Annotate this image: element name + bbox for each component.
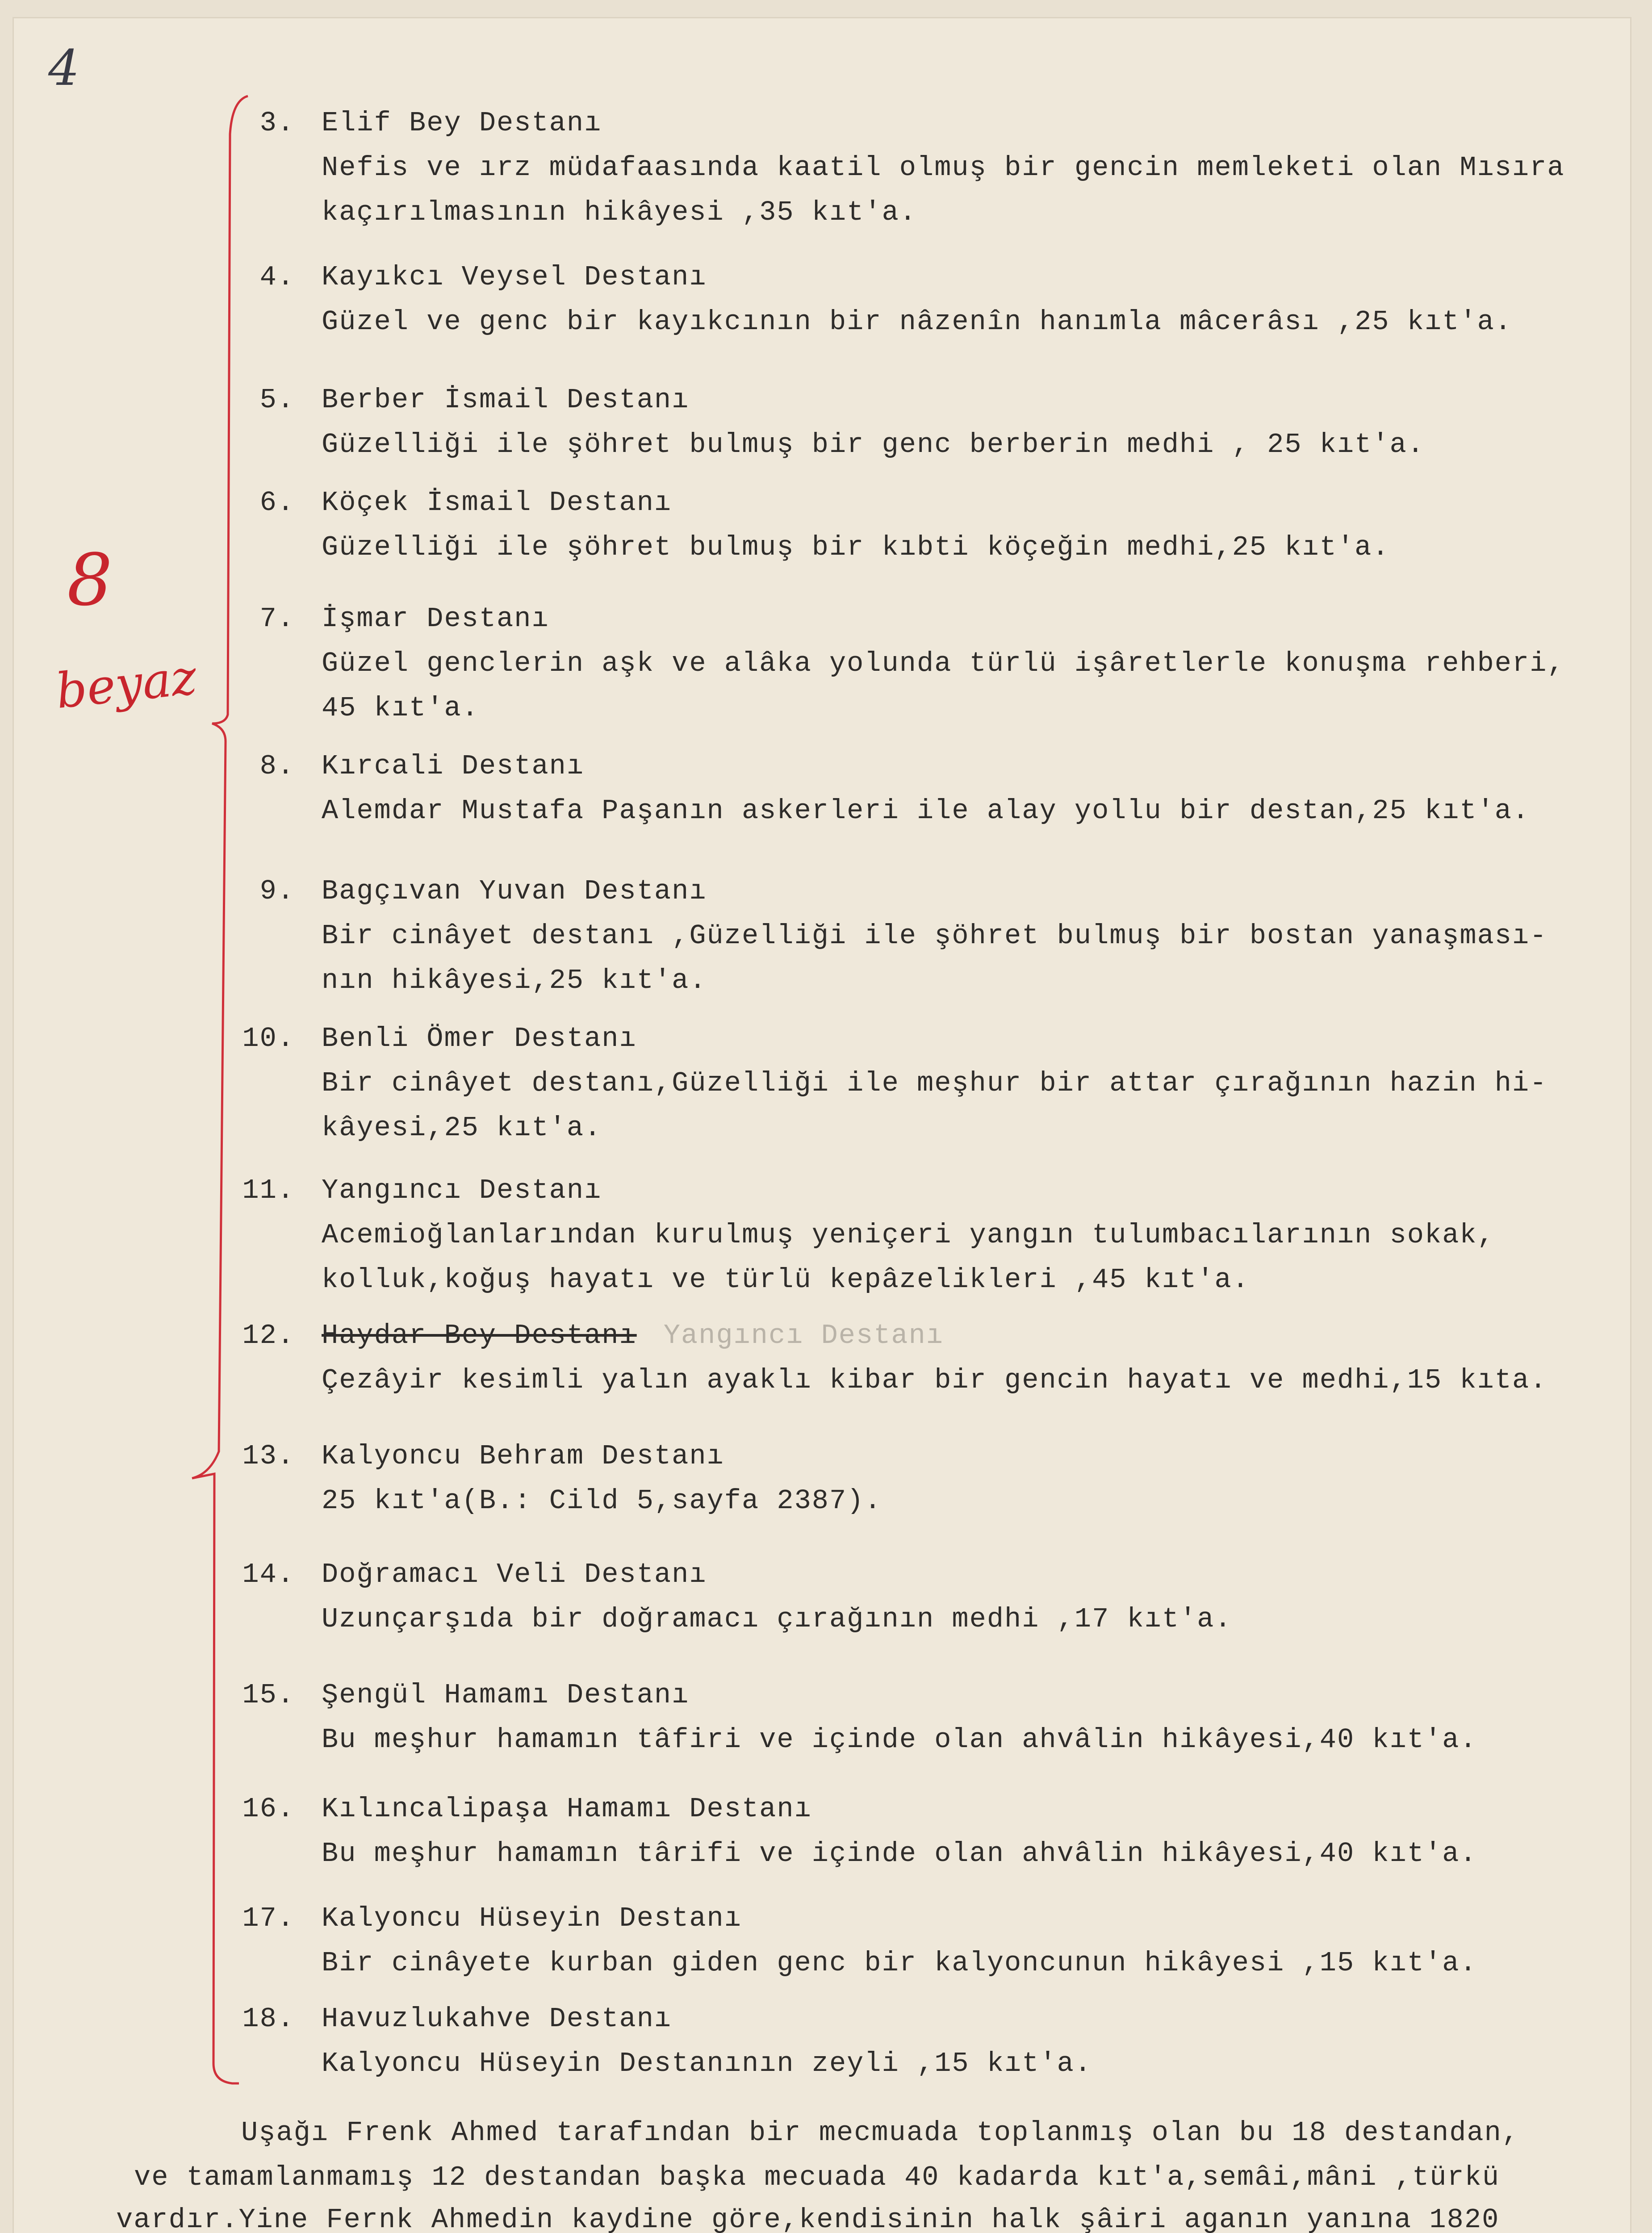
entry-number: 18. — [242, 2003, 295, 2035]
entry-title-text: Elif Bey Destanı — [322, 107, 602, 139]
entry-title-text: Kayıkcı Veysel Destanı — [322, 261, 707, 293]
entry-number: 8. — [259, 750, 295, 782]
entry-number: 6. — [259, 487, 295, 519]
entry-number: 9. — [259, 875, 295, 907]
entry-description-line: kâyesi,25 kıt'a. — [322, 1112, 602, 1144]
entry-description-line: Kalyoncu Hüseyin Destanının zeyli ,15 kıt'a. — [322, 2048, 1092, 2079]
entry-title-text: Yangıncı Destanı — [322, 1175, 602, 1206]
entry-number: 4. — [259, 261, 295, 293]
closing-paragraph-line: ve tamamlanmamış 12 destandan başka mecuada 40 kadarda kıt'a,semâi,mâni ,türkü — [134, 2162, 1500, 2193]
entry-number: 12. — [242, 1320, 295, 1351]
entry-description-line: nın hikâyesi,25 kıt'a. — [322, 965, 707, 996]
entry-number: 14. — [242, 1559, 295, 1590]
entry-title-text: Şengül Hamamı Destanı — [322, 1679, 690, 1711]
entry-title-text: Berber İsmail Destanı — [322, 384, 690, 416]
entry-title — [322, 1440, 724, 1472]
entry-title — [322, 487, 672, 519]
entry-title-text: Kılıncalipaşa Hamamı Destanı — [322, 1793, 812, 1825]
entry-title-text: Kırcali Destanı — [322, 750, 585, 782]
entry-number: 16. — [242, 1793, 295, 1825]
entry-title — [322, 1023, 637, 1054]
entry-description-line: Bu meşhur hamamın târifi ve içinde olan ahvâlin hikâyesi,40 kıt'a. — [322, 1838, 1477, 1869]
entry-description-line: 45 kıt'a. — [322, 692, 479, 724]
entry-title — [322, 1175, 602, 1206]
entry-description-line: kolluk,koğuş hayatı ve türlü kepâzelikleri ,45 kıt'a. — [322, 1264, 1250, 1296]
entry-description-line: kaçırılmasının hikâyesi ,35 kıt'a. — [322, 197, 917, 228]
entry-title — [322, 261, 707, 293]
entry-title — [322, 2003, 672, 2035]
margin-note-number: 8 — [67, 538, 113, 622]
entry-number: 11. — [242, 1175, 295, 1206]
entry-description-line: 25 kıt'a(B.: Cild 5,sayfa 2387). — [322, 1485, 882, 1517]
entry-title — [322, 1320, 944, 1351]
entry-title-text: İşmar Destanı — [322, 603, 549, 635]
entry-title — [322, 1793, 812, 1825]
entry-title-text: Havuzlukahve Destanı — [322, 2003, 672, 2035]
entry-title-text: Benli Ömer Destanı — [322, 1023, 637, 1054]
entry-description-line: Bir cinâyet destanı,Güzelliği ile meşhur bir attar çırağının hazin hi- — [322, 1067, 1547, 1099]
entry-number: 13. — [242, 1440, 295, 1472]
entry-number: 17. — [242, 1903, 295, 1934]
entry-number: 10. — [242, 1023, 295, 1054]
entry-title — [322, 1903, 742, 1934]
entry-title-text: Kalyoncu Behram Destanı — [322, 1440, 724, 1472]
entry-title — [322, 107, 602, 139]
entry-number: 7. — [259, 603, 295, 635]
entry-title-text: Haydar Bey Destanı — [322, 1320, 637, 1351]
entry-title — [322, 603, 549, 635]
entry-title — [322, 384, 689, 416]
entry-title — [322, 1679, 689, 1711]
closing-paragraph-line: vardır.Yine Fernk Ahmedin kaydine göre,kendisinin halk şâiri aganın yanına 1820 — [116, 2204, 1500, 2233]
entry-description-line: Alemdar Mustafa Paşanın askerleri ile alay yollu bir destan,25 kıt'a. — [322, 795, 1530, 827]
entry-number: 15. — [242, 1679, 295, 1711]
entry-description-line: Güzel ve genc bir kayıkcının bir nâzenîn hanımla mâcerâsı ,25 kıt'a. — [322, 306, 1513, 338]
margin-note-word: beyaz — [53, 649, 200, 720]
entry-title — [322, 1559, 707, 1590]
entry-number: 3. — [259, 107, 295, 139]
entry-description-line: Güzel genclerin aşk ve alâka yolunda türlü işâretlerle konuşma rehberi, — [322, 648, 1565, 679]
entry-title-text: Doğramacı Veli Destanı — [322, 1559, 707, 1590]
entry-title-faded: Yangıncı Destanı — [663, 1320, 944, 1351]
entry-description-line: Uzunçarşıda bir doğramacı çırağının medhi ,17 kıt'a. — [322, 1603, 1232, 1635]
entry-description-line: Güzelliği ile şöhret bulmuş bir genc berberin medhi , 25 kıt'a. — [322, 429, 1425, 460]
entry-description-line: Bir cinâyet destanı ,Güzelliği ile şöhret bulmuş bir bostan yanaşması- — [322, 920, 1547, 952]
entry-title-text: Köçek İsmail Destanı — [322, 487, 672, 519]
entry-title — [322, 875, 707, 907]
entry-description-line: Bir cinâyete kurban giden genc bir kalyoncunun hikâyesi ,15 kıt'a. — [322, 1947, 1477, 1979]
entry-description-line: Nefis ve ırz müdafaasında kaatil olmuş bir gencin memleketi olan Mısıra — [322, 152, 1565, 184]
entry-description-line: Çezâyir kesimli yalın ayaklı kibar bir gencin hayatı ve medhi,15 kıta. — [322, 1364, 1547, 1396]
closing-paragraph-line: Uşağı Frenk Ahmed tarafından bir mecmuada toplanmış olan bu 18 destandan, — [241, 2117, 1520, 2149]
entry-number: 5. — [259, 384, 295, 416]
entry-description-line: Güzelliği ile şöhret bulmuş bir kıbti köçeğin medhi,25 kıt'a. — [322, 531, 1390, 563]
entry-title-text: Kalyoncu Hüseyin Destanı — [322, 1903, 742, 1934]
entry-title — [322, 750, 584, 782]
page-number: 4 — [48, 39, 79, 96]
entry-description-line: Acemioğlanlarından kurulmuş yeniçeri yangın tulumbacılarının sokak, — [322, 1219, 1495, 1251]
entry-title-text: Bagçıvan Yuvan Destanı — [322, 875, 707, 907]
entry-description-line: Bu meşhur hamamın tâfiri ve içinde olan ahvâlin hikâyesi,40 kıt'a. — [322, 1724, 1477, 1756]
